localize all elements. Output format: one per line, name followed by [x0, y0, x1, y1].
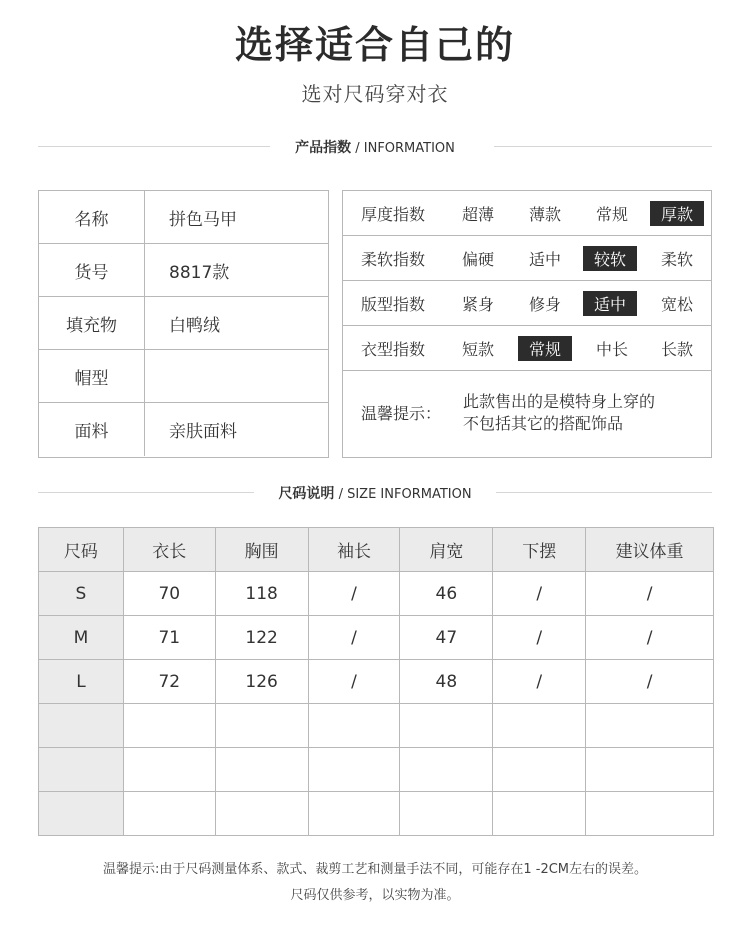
table-cell: / [308, 616, 400, 660]
table-cell [586, 792, 714, 836]
info-key: 填充物 [39, 297, 145, 349]
column-header: 胸围 [215, 528, 308, 572]
column-header: 建议体重 [586, 528, 714, 572]
product-index-table [342, 190, 712, 458]
size-table [38, 527, 714, 836]
tip-text [463, 391, 655, 435]
table-cell [39, 704, 124, 748]
product-section-title-cn: 产品指数 [295, 140, 352, 156]
index-option: 常规 [518, 336, 572, 361]
index-option: 中长 [595, 340, 628, 359]
index-option: 修身 [528, 295, 561, 314]
info-key: 帽型 [39, 350, 145, 402]
table-row [39, 616, 714, 660]
info-key: 名称 [39, 191, 145, 243]
index-label: 衣型指数 [361, 339, 426, 359]
table-cell [400, 792, 493, 836]
tip-label: 温馨提示： [361, 404, 442, 423]
page-subtitle: 选对尺码穿对衣 [301, 82, 449, 106]
table-cell [493, 748, 586, 792]
table-cell: / [493, 660, 586, 704]
table-cell: / [586, 572, 714, 616]
column-header: 袖长 [308, 528, 400, 572]
table-cell: 47 [400, 616, 493, 660]
table-cell: / [493, 572, 586, 616]
column-header: 尺码 [39, 528, 124, 572]
table-cell: / [308, 572, 400, 616]
index-row-softness [343, 236, 711, 281]
table-row [39, 572, 714, 616]
table-cell: S [39, 572, 124, 616]
table-cell: 71 [123, 616, 215, 660]
table-cell: 48 [400, 660, 493, 704]
table-cell [215, 792, 308, 836]
product-section-title [38, 137, 712, 157]
table-row [39, 748, 714, 792]
table-cell: / [586, 660, 714, 704]
table-cell: M [39, 616, 124, 660]
table-row [39, 660, 714, 704]
tip-line: 不包括其它的搭配饰品 [463, 414, 624, 433]
info-value: 拼色马甲 [169, 209, 237, 230]
footnote-line2: 尺码仅供参考，以实物为准。 [290, 888, 460, 903]
size-section-title-cn: 尺码说明 [278, 486, 335, 502]
table-cell [308, 792, 400, 836]
index-option: 厚款 [650, 201, 704, 226]
table-cell [39, 748, 124, 792]
index-label: 版型指数 [361, 294, 426, 314]
divider-right [494, 146, 712, 147]
footnote-line1: 温馨提示:由于尺码测量体系、款式、裁剪工艺和测量手法不同，可能存在1 -2CM左右的误差。 [102, 862, 648, 877]
table-cell [215, 704, 308, 748]
index-option: 薄款 [528, 205, 561, 224]
table-cell: 126 [215, 660, 308, 704]
table-cell [123, 748, 215, 792]
info-value: 亲肤面料 [169, 422, 237, 442]
table-cell [123, 792, 215, 836]
index-row-length [343, 326, 711, 371]
table-cell: 70 [123, 572, 215, 616]
info-value: 白鸭绒 [169, 315, 220, 336]
table-cell [308, 704, 400, 748]
index-option: 较软 [583, 246, 637, 271]
page-title: 选择适合自己的 [234, 23, 515, 67]
table-cell: / [308, 660, 400, 704]
divider-right [496, 492, 712, 493]
table-cell: 46 [400, 572, 493, 616]
column-header: 下摆 [493, 528, 586, 572]
product-section-header [38, 137, 712, 157]
index-option: 适中 [528, 250, 561, 269]
product-info-table [38, 190, 329, 458]
index-row-fit [343, 281, 711, 326]
info-row [39, 191, 328, 244]
product-section-title-en: / INFORMATION [351, 141, 455, 156]
info-key: 货号 [39, 244, 145, 296]
table-cell [493, 704, 586, 748]
info-row [39, 244, 328, 297]
index-label: 柔软指数 [361, 249, 426, 269]
table-row [39, 704, 714, 748]
index-label: 厚度指数 [361, 204, 426, 224]
size-section-title [38, 483, 712, 503]
table-cell [586, 748, 714, 792]
index-option: 常规 [595, 205, 628, 224]
index-option: 长款 [660, 340, 693, 359]
table-cell [493, 792, 586, 836]
table-cell: 122 [215, 616, 308, 660]
index-option: 超薄 [461, 205, 494, 224]
table-cell: / [586, 616, 714, 660]
index-option: 柔软 [660, 250, 693, 269]
size-section-header [38, 483, 712, 503]
table-cell: 72 [123, 660, 215, 704]
index-option: 紧身 [461, 295, 494, 314]
index-row-thickness [343, 191, 711, 236]
table-cell [586, 704, 714, 748]
index-option: 宽松 [660, 295, 693, 314]
tip-line: 此款售出的是模特身上穿的 [463, 392, 656, 411]
info-row [39, 297, 328, 350]
info-row [39, 350, 328, 403]
index-option: 适中 [583, 291, 637, 316]
index-option: 短款 [461, 340, 494, 359]
table-cell [308, 748, 400, 792]
info-key: 面料 [39, 403, 145, 456]
table-cell [215, 748, 308, 792]
info-value: 8817款 [169, 262, 230, 283]
table-cell [400, 704, 493, 748]
column-header: 衣长 [123, 528, 215, 572]
table-cell [400, 748, 493, 792]
table-row [39, 792, 714, 836]
size-table-header [39, 528, 714, 572]
table-cell [123, 704, 215, 748]
info-row [39, 403, 328, 456]
index-option: 偏硬 [461, 250, 494, 269]
table-cell: / [493, 616, 586, 660]
column-header: 肩宽 [400, 528, 493, 572]
table-cell [39, 792, 124, 836]
size-section-title-en: / SIZE INFORMATION [334, 487, 472, 502]
table-cell: 118 [215, 572, 308, 616]
table-cell: L [39, 660, 124, 704]
